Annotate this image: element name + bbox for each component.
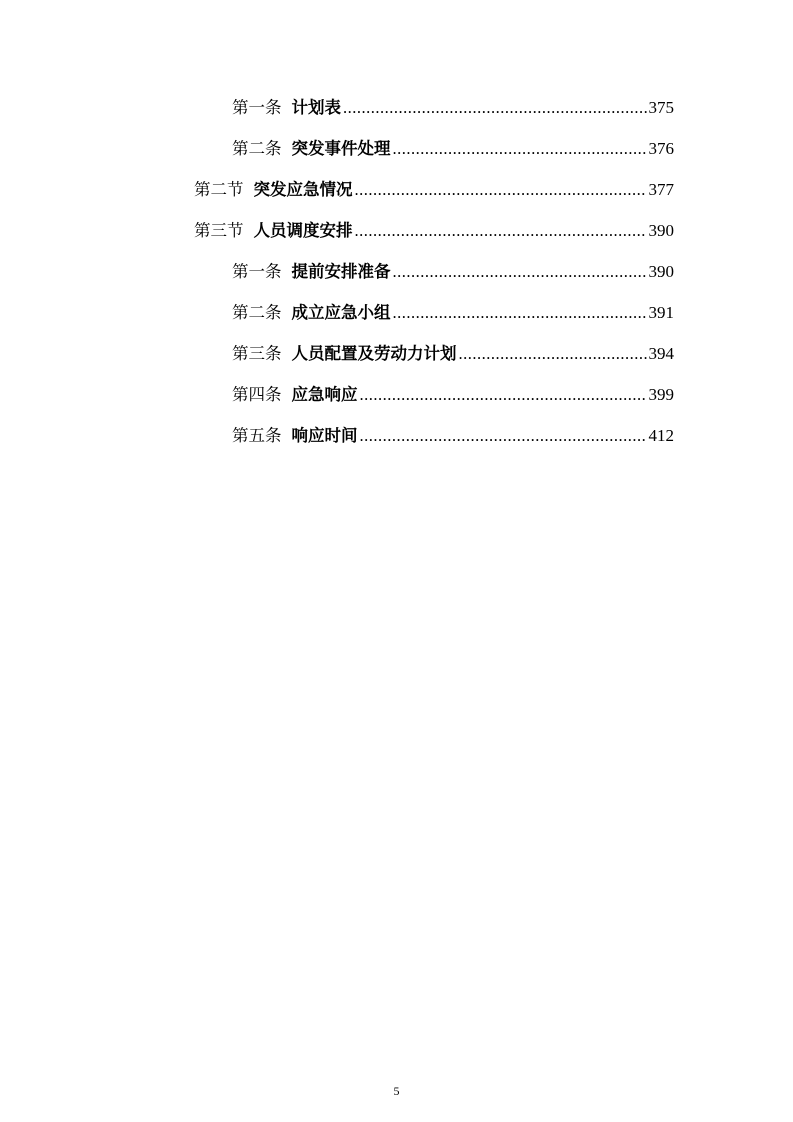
toc-entry-title: 突发应急情况 [253,180,353,199]
page-number: 5 [393,1084,400,1098]
toc-entry-page: 390 [648,262,674,281]
toc-entry[interactable] [232,339,674,369]
toc-entry-number: 第五条 [232,426,282,445]
toc-dot-leader [393,257,647,287]
toc-entry-number: 第一条 [232,262,282,281]
toc-entry[interactable] [232,93,674,123]
toc-entry-page: 412 [648,426,674,445]
toc-entry-page: 399 [648,385,674,404]
toc-entry-page: 391 [648,303,674,322]
toc-entry-page: 377 [648,180,674,199]
toc-entry-number: 第四条 [232,385,282,404]
toc-dot-leader [355,216,647,246]
toc-entry[interactable] [194,175,674,205]
toc-entry-number: 第三条 [232,344,282,363]
toc-entry[interactable] [232,298,674,328]
toc-entry-title: 应急响应 [291,385,358,404]
toc-entry-number: 第二条 [232,139,282,158]
toc-entry-title: 响应时间 [291,426,358,445]
toc-entry[interactable] [232,257,674,287]
toc-entry-number: 第二条 [232,303,282,322]
toc-entry-title: 突发事件处理 [291,139,391,158]
toc-dot-leader [393,134,647,164]
toc-dot-leader [355,175,647,205]
toc-entry[interactable] [194,216,674,246]
toc-entry-title: 提前安排准备 [291,262,391,281]
toc-entry[interactable] [232,134,674,164]
toc-entry-number: 第三节 [194,221,244,240]
toc-entry-number: 第二节 [194,180,244,199]
toc-dot-leader [360,421,647,451]
toc-entry[interactable] [232,421,674,451]
toc-entry-page: 375 [648,98,674,117]
toc-entry-title: 人员调度安排 [253,221,353,240]
toc-entry-page: 376 [648,139,674,158]
toc-dot-leader [360,380,647,410]
toc-dot-leader [343,93,647,123]
toc-entry-page: 394 [648,344,674,363]
toc-entry-page: 390 [648,221,674,240]
toc-dot-leader [459,339,647,369]
toc-entry[interactable] [232,380,674,410]
toc-entry-title: 人员配置及劳动力计划 [291,344,457,363]
toc-entry-number: 第一条 [232,98,282,117]
toc-entry-title: 计划表 [291,98,341,117]
toc-dot-leader [393,298,647,328]
toc-entry-title: 成立应急小组 [291,303,391,322]
